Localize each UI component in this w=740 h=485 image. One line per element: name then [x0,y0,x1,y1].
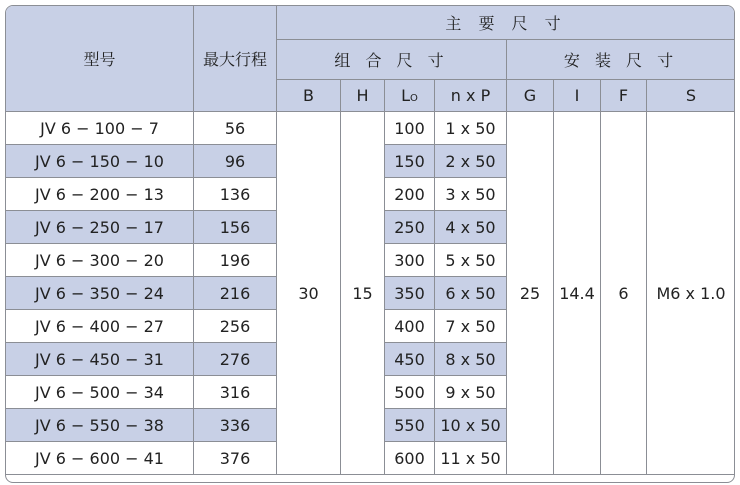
cell-nxp: 10 x 50 [435,409,507,442]
header-col-f: F [601,80,647,112]
header-col-nxp: n x P [435,80,507,112]
cell-stroke: 336 [194,409,277,442]
table-header [6,6,736,112]
cell-stroke: 276 [194,343,277,376]
cell-nxp: 3 x 50 [435,178,507,211]
cell-nxp: 2 x 50 [435,145,507,178]
cell-nxp: 7 x 50 [435,310,507,343]
header-main-dimensions: 主 要 尺 寸 [277,6,736,40]
cell-stroke: 136 [194,178,277,211]
cell-h-merged: 15 [341,112,385,475]
cell-model: JV 6 − 250 − 17 [6,211,194,244]
cell-stroke: 196 [194,244,277,277]
header-col-l0-subscript: O [410,93,418,104]
spec-table [5,5,735,475]
header-col-g: G [507,80,554,112]
header-col-l0-main: L [401,86,411,105]
cell-nxp: 6 x 50 [435,277,507,310]
cell-l0: 500 [385,376,435,409]
cell-nxp: 4 x 50 [435,211,507,244]
cell-b-merged: 30 [277,112,341,475]
cell-nxp: 1 x 50 [435,112,507,145]
cell-l0: 450 [385,343,435,376]
cell-model: JV 6 − 600 − 41 [6,442,194,475]
cell-l0: 200 [385,178,435,211]
cell-model: JV 6 − 100 − 7 [6,112,194,145]
cell-model: JV 6 − 550 − 38 [6,409,194,442]
header-col-i: I [554,80,601,112]
cell-g-merged: 25 [507,112,554,475]
header-installation-dimensions: 安 装 尺 寸 [507,40,736,80]
table-body [6,112,736,475]
header-col-l0 [385,80,435,112]
cell-stroke: 56 [194,112,277,145]
cell-f-merged: 6 [601,112,647,475]
header-col-b: B [277,80,341,112]
cell-i-merged: 14.4 [554,112,601,475]
cell-nxp: 9 x 50 [435,376,507,409]
cell-stroke: 376 [194,442,277,475]
cell-nxp: 11 x 50 [435,442,507,475]
cell-l0: 600 [385,442,435,475]
header-model: 型号 [6,6,194,112]
cell-stroke: 216 [194,277,277,310]
header-col-h: H [341,80,385,112]
cell-stroke: 96 [194,145,277,178]
cell-l0: 300 [385,244,435,277]
header-max-stroke: 最大行程 [194,6,277,112]
header-col-s: S [647,80,736,112]
cell-nxp: 5 x 50 [435,244,507,277]
cell-l0: 400 [385,310,435,343]
cell-l0: 100 [385,112,435,145]
cell-l0: 150 [385,145,435,178]
cell-stroke: 156 [194,211,277,244]
cell-nxp: 8 x 50 [435,343,507,376]
cell-model: JV 6 − 200 − 13 [6,178,194,211]
cell-model: JV 6 − 400 − 27 [6,310,194,343]
cell-stroke: 256 [194,310,277,343]
spec-table-container [5,5,735,483]
cell-model: JV 6 − 350 − 24 [6,277,194,310]
table-row [6,112,736,145]
cell-model: JV 6 − 150 − 10 [6,145,194,178]
cell-l0: 550 [385,409,435,442]
cell-s-merged: M6 x 1.0 [647,112,736,475]
cell-model: JV 6 − 500 − 34 [6,376,194,409]
header-combination-dimensions: 组 合 尺 寸 [277,40,507,80]
cell-model: JV 6 − 300 − 20 [6,244,194,277]
cell-stroke: 316 [194,376,277,409]
cell-model: JV 6 − 450 − 31 [6,343,194,376]
cell-l0: 250 [385,211,435,244]
cell-l0: 350 [385,277,435,310]
